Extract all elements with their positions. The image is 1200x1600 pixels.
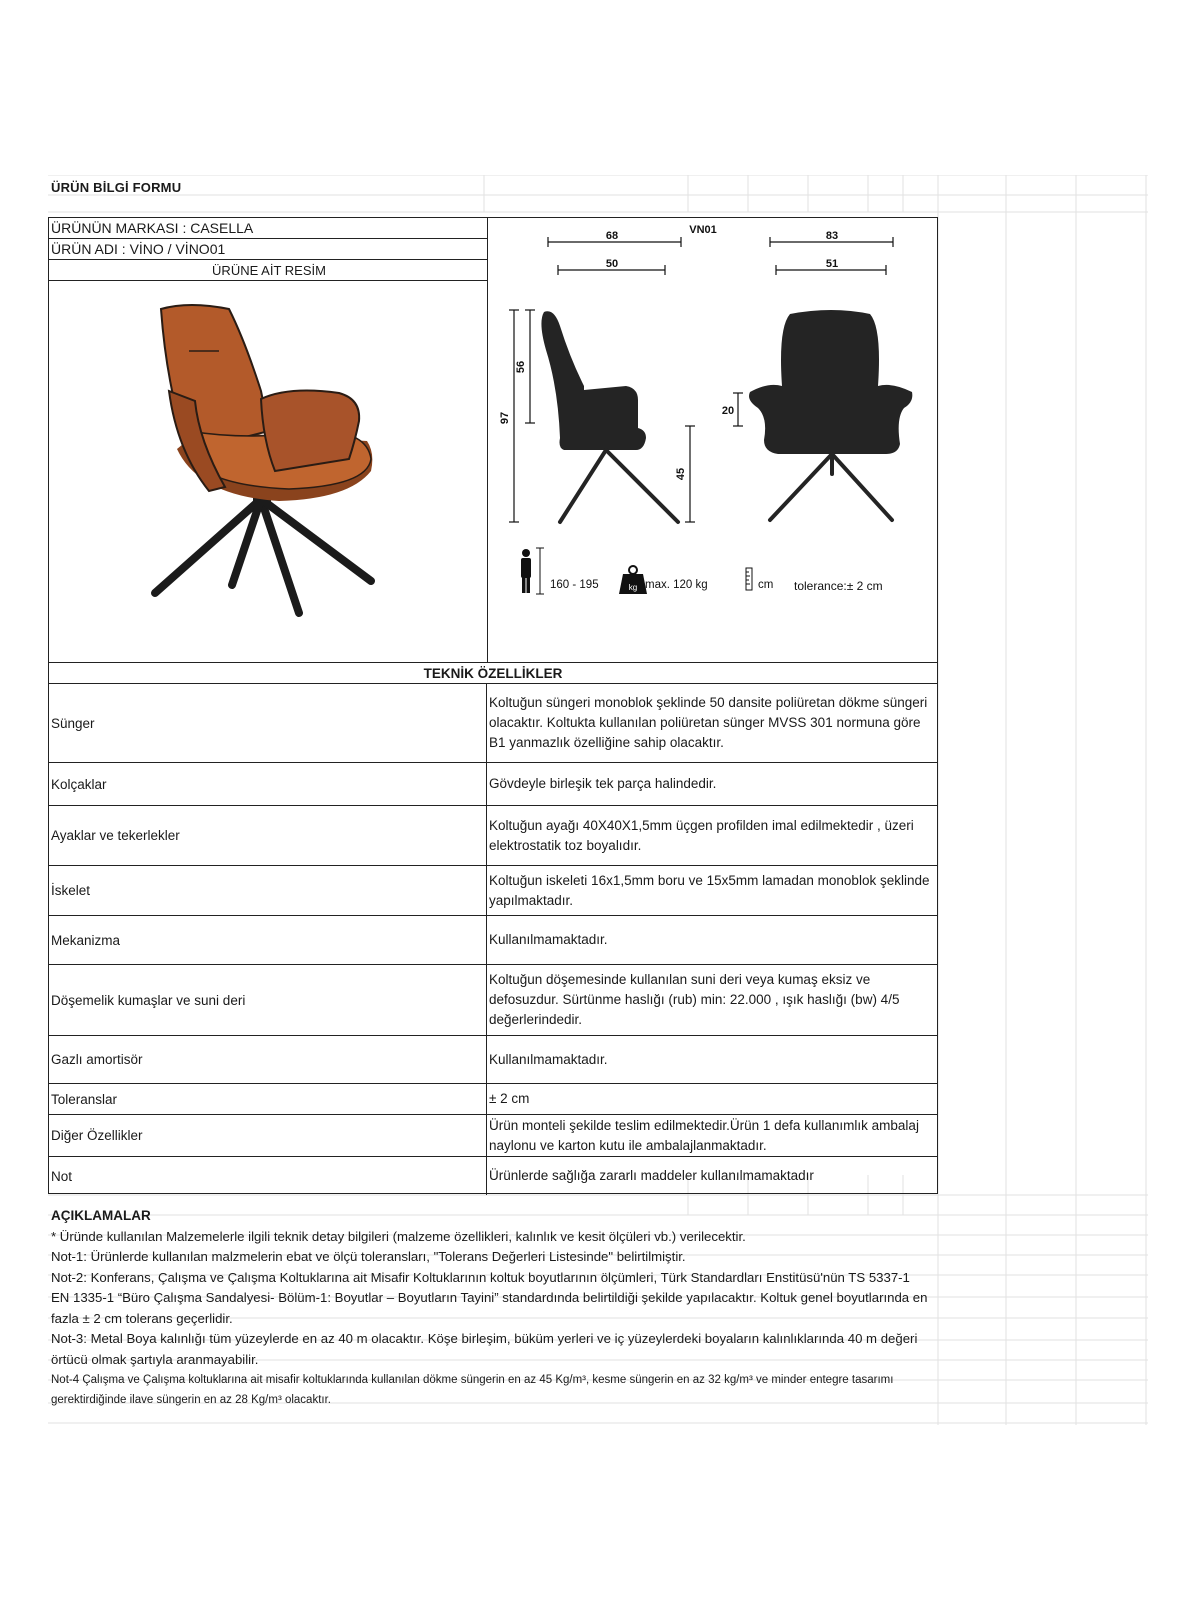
spec-value: Ürünlerde sağlığa zararlı maddeler kullanılmamaktadır: [489, 1168, 814, 1183]
spec-value: Koltuğun iskeleti 16x1,5mm boru ve 15x5mm lamadan monoblok şeklinde yapılmaktadır.: [489, 872, 930, 908]
spec-value: ± 2 cm: [489, 1091, 530, 1106]
spec-row: [49, 684, 937, 763]
spec-value: Kullanılmamaktadır.: [489, 932, 608, 947]
technical-drawing: [488, 218, 938, 662]
spec-row: [49, 1157, 937, 1195]
side-seat-width: 50: [605, 258, 619, 270]
back-height: 56: [515, 360, 527, 374]
spec-value: Koltuğun döşemesinde kullanılan suni deri veya kumaş eksiz ve defosuzdur. Sürtünme haslığı (rub) min: 22.000 , ışık haslığı (bw) 4/5 değerlerindedir.: [489, 972, 900, 1027]
side-top-width: 68: [605, 230, 619, 242]
brand-row: ÜRÜNÜN MARKASI : CASELLA: [49, 218, 487, 239]
chair-photo: [49, 281, 487, 662]
front-top-width: 83: [825, 230, 839, 242]
note-2: Not-2: Konferans, Çalışma ve Çalışma Koltuklarına ait Misafir Koltuklarının koltuk boyutlarının ölçümleri, Türk Standardları Enstitüsü'nün TS 5337-1 EN 1335-1 “Büro Çalışma Sandalyesi- Bölüm-1: Boyutlar – Boyutların Tayini” standardında belirtildiği şekilde yapılacaktır. Koltuk genel boyutlarında en fazla ± 2 cm tolerans geçerlidir.: [51, 1269, 928, 1326]
front-view-legs: [770, 454, 892, 520]
person-icon: [521, 548, 544, 594]
spec-row: [49, 806, 937, 866]
form-title: ÜRÜN BİLGİ FORMU: [51, 180, 182, 195]
spec-row: [49, 916, 937, 965]
technical-specs-heading: TEKNİK ÖZELLİKLER: [49, 662, 937, 684]
spec-value: Gövdeyle birleşik tek parça halindedir.: [489, 776, 717, 791]
model-code: VN01: [689, 224, 717, 236]
front-seat-width: 51: [825, 258, 839, 270]
product-identity-column: [49, 218, 488, 662]
user-height-range: 160 - 195: [550, 579, 599, 591]
notes-section: [51, 1206, 931, 1410]
seat-height: 45: [675, 467, 687, 481]
tolerance-label: tolerance:± 2 cm: [794, 579, 883, 593]
spec-label: Toleranslar: [49, 1084, 487, 1114]
arm-height: 20: [721, 405, 735, 417]
spec-label: Döşemelik kumaşlar ve suni deri: [49, 965, 487, 1035]
chair-legs: [155, 499, 371, 613]
note-4: Not-4 Çalışma ve Çalışma koltuklarına ait misafir koltuklarında kullanılan dökme süngerin en az 45 Kg/m³, kesme süngerin en az 32 kg/m³ ve minder entegre tasarımı gerektirdiğinde ilave süngerin en az 28 Kg/m³ olacaktır.: [51, 1374, 894, 1406]
spec-row: [49, 1036, 937, 1084]
spec-label: İskelet: [49, 866, 487, 915]
spec-value: Koltuğun ayağı 40X40X1,5mm üçgen profilden imal edilmektedir , üzeri elektrostatik toz boyalıdır.: [489, 817, 914, 853]
spec-label: Ayaklar ve tekerlekler: [49, 806, 487, 865]
dimension-drawing: [488, 218, 938, 662]
spec-row: [49, 965, 937, 1036]
spec-label: Mekanizma: [49, 916, 487, 964]
notes-title: AÇIKLAMALAR: [51, 1208, 151, 1223]
product-info-table: [48, 217, 938, 1194]
unit-label: cm: [758, 579, 774, 591]
note-star: * Üründe kullanılan Malzemelerle ilgili teknik detay bilgileri (malzeme özellikleri, kalınlık ve kesit ölçüleri vb.) verilecektir.: [51, 1228, 746, 1244]
spec-value: Koltuğun süngeri monoblok şeklinde 50 dansite poliüretan dökme süngeri olacaktır. Koltukta kullanılan poliüretan sünger MVSS 301 normuna göre B1 yanmazlık özelliğine sahip olacaktır.: [489, 695, 928, 750]
max-load: max. 120 kg: [645, 579, 708, 591]
note-1: Not-1: Ürünlerde kullanılan malzmelerin ebat ve ölçü toleransları, "Tolerans Değerleri Listesinde" belirtilmiştir.: [51, 1249, 686, 1264]
spec-row: [49, 1115, 937, 1157]
spec-value: Kullanılmamaktadır.: [489, 1051, 608, 1067]
spec-label: Sünger: [49, 684, 487, 762]
spec-label: Gazlı amortisör: [49, 1036, 487, 1083]
ruler-icon: [746, 568, 752, 590]
side-view-legs: [560, 450, 678, 522]
weight-icon-label: kg: [628, 583, 638, 592]
spec-label: Kolçaklar: [49, 763, 487, 805]
front-view-chair: [749, 310, 912, 454]
product-name-row: ÜRÜN ADI : VİNO / VİNO01: [49, 239, 487, 260]
spec-row: [49, 866, 937, 916]
image-caption: ÜRÜNE AİT RESİM: [49, 260, 487, 281]
spec-row: [49, 1084, 937, 1115]
side-view-chair: [541, 311, 646, 450]
spec-value: Ürün monteli şekilde teslim edilmektedir.Ürün 1 defa kullanımlık ambalaj naylonu ve karton kutu ile ambalajlanmaktadır.: [489, 1117, 919, 1153]
weight-icon: [619, 566, 647, 594]
spec-row: [49, 763, 937, 806]
total-height: 97: [499, 411, 511, 425]
note-3: Not-3: Metal Boya kalınlığı tüm yüzeylerde en az 40 m olacaktır. Köşe birleşim, büküm yerleri ve iç yüzeylerdeki boyaların kalınlıklarında 40 m değeri örtücü olmak şartıyla aranmayabilir.: [51, 1331, 918, 1367]
spec-label: Not: [49, 1157, 487, 1195]
spec-label: Diğer Özellikler: [49, 1115, 487, 1156]
